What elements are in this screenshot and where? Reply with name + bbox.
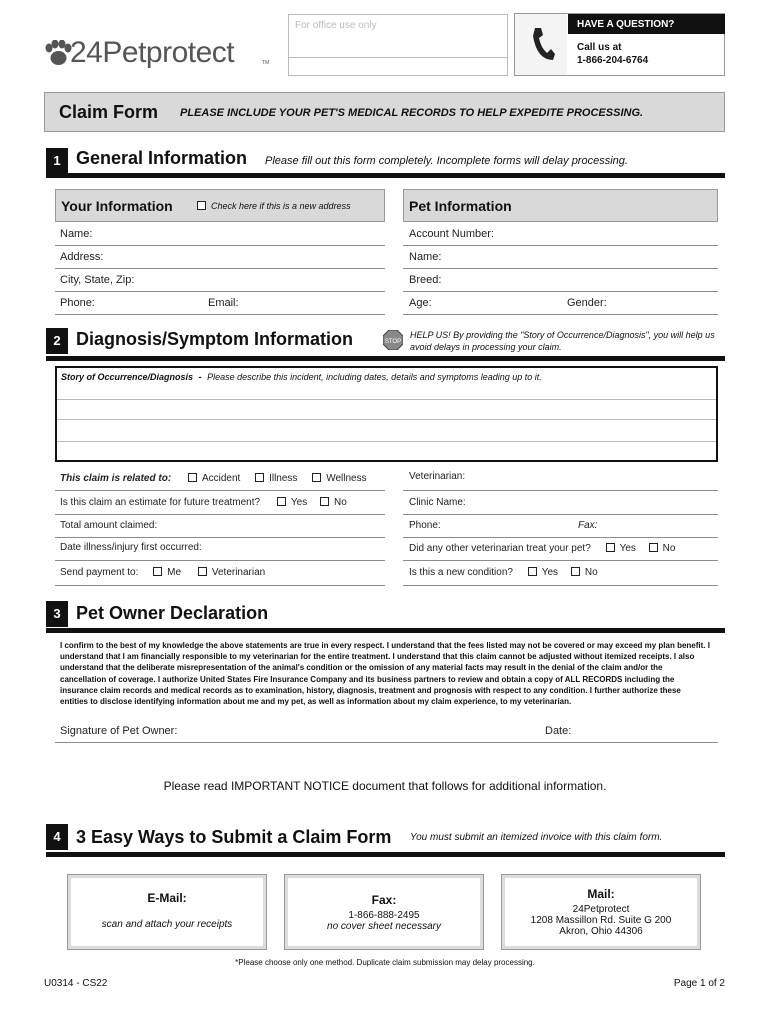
signature-field[interactable]: Signature of Pet Owner: bbox=[60, 725, 178, 737]
city-state-zip-field[interactable]: City, State, Zip: bbox=[60, 274, 135, 286]
logo-tm: TM bbox=[262, 60, 270, 66]
estimate-yes-checkbox[interactable]: Yes bbox=[277, 497, 307, 508]
story-dash: - bbox=[198, 372, 202, 382]
new-address-label: Check here if this is a new address bbox=[211, 201, 351, 211]
send-payment-row bbox=[60, 567, 265, 578]
method-footnote: *Please choose only one method. Duplicate claim submission may delay processing. bbox=[235, 958, 535, 967]
other-vet-no-checkbox[interactable]: No bbox=[649, 543, 676, 554]
fax-method-desc: no cover sheet necessary bbox=[327, 921, 441, 932]
story-description: Please describe this incident, including dates, details and symptoms leading up to it. bbox=[207, 372, 542, 382]
new-condition-yes-checkbox[interactable]: Yes bbox=[528, 567, 558, 578]
age-field[interactable]: Age: bbox=[409, 297, 432, 309]
mail-line-2: 1208 Massillon Rd. Suite G 200 bbox=[530, 915, 672, 926]
date-first-occurred-field[interactable]: Date illness/injury first occurred: bbox=[60, 542, 202, 553]
phone-icon bbox=[531, 26, 555, 62]
logo bbox=[44, 36, 284, 76]
account-number-field[interactable]: Account Number: bbox=[409, 228, 494, 240]
declaration-text: I confirm to the best of my knowledge the above statements are true in every respect. I understand that the fees listed may not be covered or may exceed my plan benefit. I understand that I am financially responsible to my veterinarian for the entire treatment. I understand that this claim cannot be adjusted without itemized receipts. I also understand that the deliberate misrepresentation of the animal's condition or the omission of any material facts may result in the denial of the claim and/or the cancellation of coverage. I authorize United States Fire Insurance Company and its business partners to review and obtain a copy of ALL RECORDS including the insurance claim records and medical records as to examination, history, diagnosis, treatment and prognosis with respect to any condition. I further authorize these entities to disclose identifying information about me and my pet, as well as information about my claim experience, to my veterinarian. bbox=[60, 641, 710, 707]
payment-me-checkbox[interactable]: Me bbox=[153, 567, 181, 578]
section-3-bar bbox=[46, 628, 725, 633]
pet-info-header bbox=[403, 189, 718, 222]
veterinarian-field[interactable]: Veterinarian: bbox=[409, 471, 466, 482]
section-3-number: 3 bbox=[46, 601, 68, 627]
mail-line-1: 24Petprotect bbox=[572, 904, 630, 915]
important-notice: Please read IMPORTANT NOTICE document that follows for additional information. bbox=[163, 779, 607, 793]
page-title: Claim Form bbox=[59, 102, 159, 122]
new-address-checkbox[interactable] bbox=[197, 201, 351, 211]
stop-icon bbox=[383, 330, 403, 350]
svg-text:STOP: STOP bbox=[384, 339, 402, 345]
estimate-no-checkbox[interactable]: No bbox=[320, 497, 347, 508]
vet-fax-field[interactable]: Fax: bbox=[578, 520, 598, 531]
related-to-label: This claim is related to: bbox=[60, 473, 172, 484]
illness-checkbox[interactable]: Illness bbox=[255, 473, 297, 484]
title-bar bbox=[44, 92, 725, 132]
office-use-label: For office use only bbox=[295, 20, 377, 31]
paw-icon bbox=[44, 40, 72, 66]
phone-number: 1-866-204-6764 bbox=[577, 55, 649, 66]
section-2-bar bbox=[46, 356, 725, 361]
other-vet-question: Did any other veterinarian treat your pet? bbox=[409, 543, 591, 554]
new-condition-row bbox=[409, 567, 598, 578]
other-vet-row bbox=[409, 543, 675, 554]
section-1-note: Please fill out this form completely. Incomplete forms will delay processing. bbox=[265, 155, 628, 167]
help-note: HELP US! By providing the "Story of Occurrence/Diagnosis", you will help us avoid delays in processing your claim. bbox=[410, 330, 715, 352]
email-field[interactable]: Email: bbox=[208, 297, 239, 309]
breed-field[interactable]: Breed: bbox=[409, 274, 442, 286]
story-box[interactable] bbox=[55, 366, 718, 462]
vet-phone-field[interactable]: Phone: bbox=[409, 520, 441, 531]
other-vet-yes-checkbox[interactable]: Yes bbox=[606, 543, 636, 554]
phone-field[interactable]: Phone: bbox=[60, 297, 95, 309]
section-4-number: 4 bbox=[46, 824, 68, 850]
fax-method-title: Fax: bbox=[371, 893, 397, 907]
pet-info-heading: Pet Information bbox=[409, 198, 512, 214]
pet-name-field[interactable]: Name: bbox=[409, 251, 442, 263]
estimate-question: Is this claim an estimate for future treatment? bbox=[60, 497, 261, 508]
your-info-heading: Your Information bbox=[61, 198, 173, 214]
payment-vet-checkbox[interactable]: Veterinarian bbox=[198, 567, 265, 578]
email-method-desc: scan and attach your receipts bbox=[101, 919, 233, 930]
records-notice: PLEASE INCLUDE YOUR PET'S MEDICAL RECORDS TO HELP EXPEDITE PROCESSING. bbox=[180, 107, 644, 119]
signature-date-field[interactable]: Date: bbox=[545, 725, 572, 737]
section-4-title: 3 Easy Ways to Submit a Claim Form bbox=[76, 827, 392, 847]
call-label: Call us at bbox=[577, 42, 622, 53]
related-to-row bbox=[60, 473, 367, 484]
your-name-field[interactable]: Name: bbox=[60, 228, 93, 240]
section-2-title: Diagnosis/Symptom Information bbox=[76, 329, 354, 349]
section-4-note: You must submit an itemized invoice with this claim form. bbox=[410, 832, 663, 843]
send-payment-label: Send payment to: bbox=[60, 567, 139, 578]
estimate-row bbox=[60, 497, 347, 508]
gender-field[interactable]: Gender: bbox=[567, 297, 607, 309]
section-1-number: 1 bbox=[46, 148, 68, 174]
section-2-number: 2 bbox=[46, 328, 68, 354]
question-title: HAVE A QUESTION? bbox=[577, 19, 675, 30]
page-number: Page 1 of 2 bbox=[673, 978, 725, 989]
mail-line-3: Akron, Ohio 44306 bbox=[559, 926, 643, 937]
fax-method-box bbox=[284, 874, 484, 950]
new-condition-no-checkbox[interactable]: No bbox=[571, 567, 598, 578]
question-box bbox=[514, 13, 725, 76]
story-label: Story of Occurrence/Diagnosis bbox=[61, 372, 194, 382]
fax-number: 1-866-888-2495 bbox=[348, 910, 420, 921]
form-code: U0314 - CS22 bbox=[44, 978, 108, 989]
wellness-checkbox[interactable]: Wellness bbox=[312, 473, 366, 484]
section-1-bar bbox=[46, 173, 725, 178]
accident-checkbox[interactable]: Accident bbox=[188, 473, 240, 484]
mail-method-box bbox=[501, 874, 701, 950]
section-1-title: General Information bbox=[76, 148, 248, 168]
office-use-box bbox=[288, 14, 508, 76]
section-3-title: Pet Owner Declaration bbox=[76, 603, 269, 623]
mail-method-title: Mail: bbox=[587, 887, 615, 901]
logo-text: 24Petprotect bbox=[70, 36, 235, 69]
email-method-box bbox=[67, 874, 267, 950]
story-header bbox=[61, 372, 542, 382]
section-4-bar bbox=[46, 852, 725, 857]
new-condition-question: Is this a new condition? bbox=[409, 567, 513, 578]
email-method-title: E-Mail: bbox=[147, 891, 187, 905]
your-info-header bbox=[55, 189, 385, 222]
clinic-name-field[interactable]: Clinic Name: bbox=[409, 497, 466, 508]
address-field[interactable]: Address: bbox=[60, 251, 104, 263]
total-claimed-field[interactable]: Total amount claimed: bbox=[60, 520, 158, 531]
